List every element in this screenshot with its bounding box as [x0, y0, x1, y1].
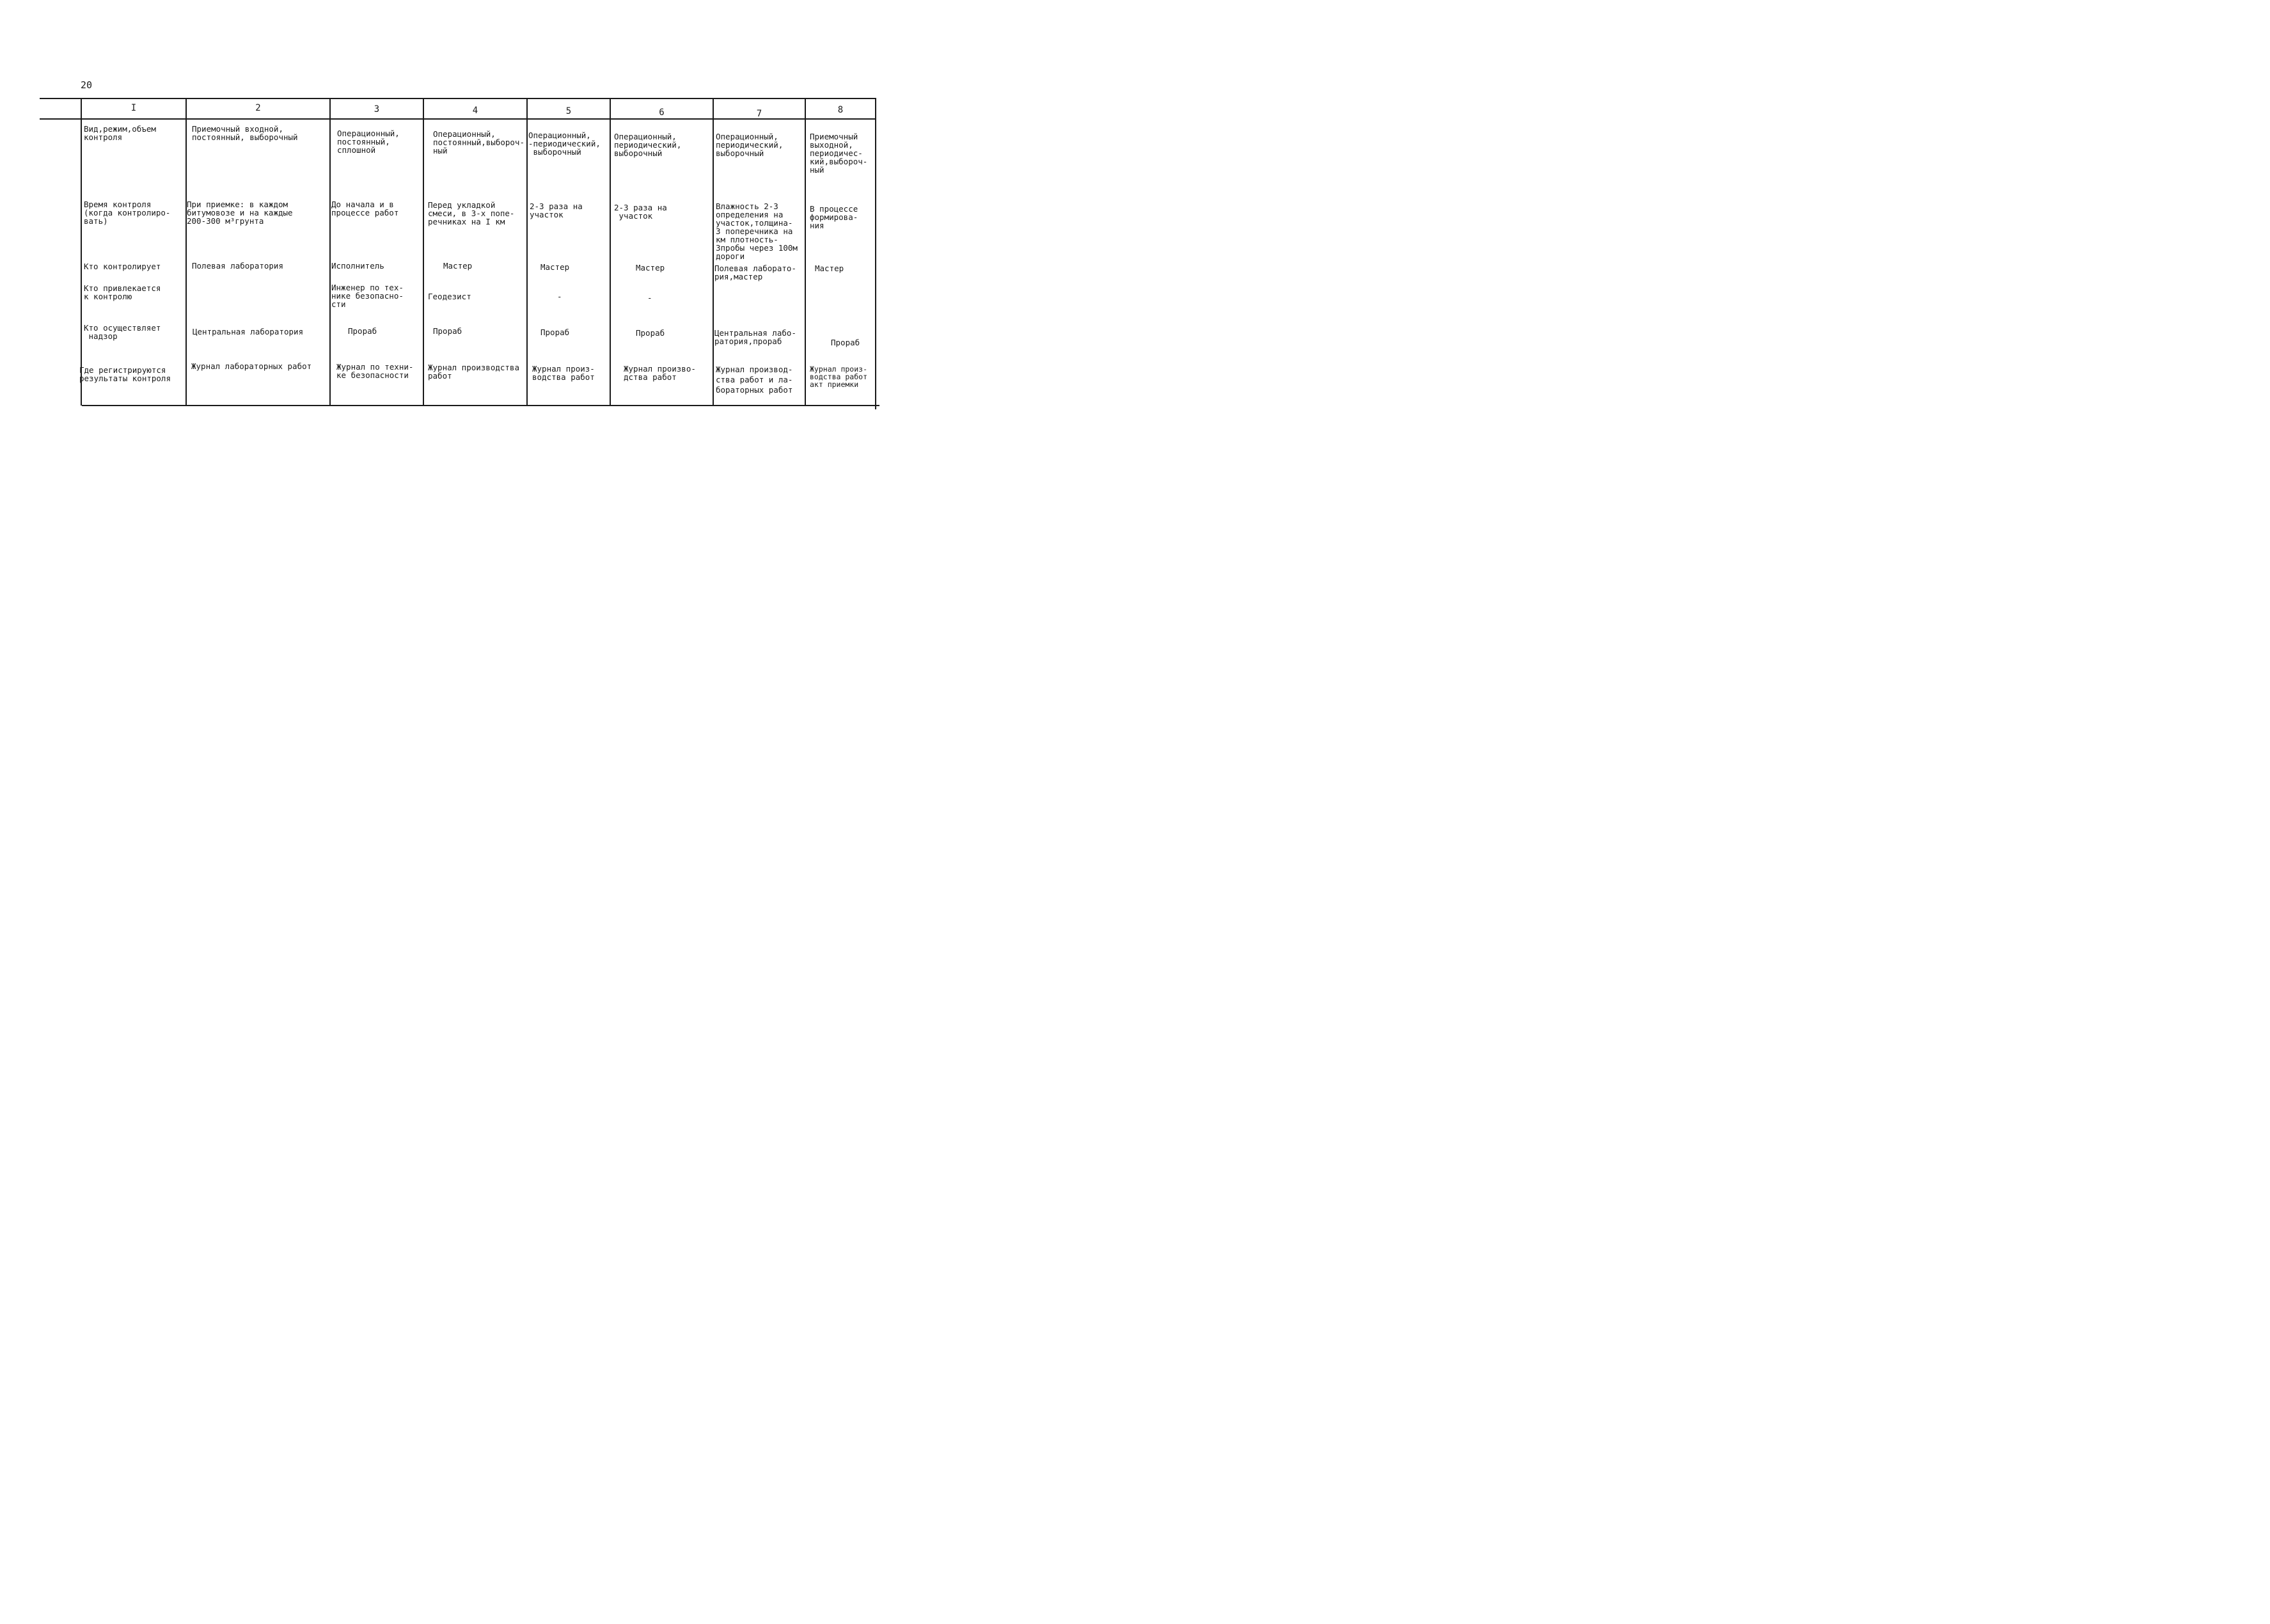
table-cell: Мастер [815, 264, 844, 273]
table-rule-bottom [82, 405, 879, 406]
document-page [0, 0, 991, 709]
table-cell: Журнал производства работ [428, 363, 519, 381]
table-cell: Приемочный выходной, периодичес- кий,выбороч- ный [810, 132, 868, 175]
table-cell: Журнал произво- дства работ [624, 364, 696, 382]
header-cell: 8 [837, 105, 844, 115]
table-cell: Прораб [831, 338, 860, 347]
table-cell: Операционный, -периодический, выборочный [528, 130, 601, 157]
table-cell: Мастер [443, 261, 473, 271]
table-cell: Время контроля (когда контролиро- вать) [84, 200, 171, 226]
table-cell: Журнал по техни- ке безопасности [336, 362, 414, 380]
table-cell: - [557, 292, 562, 301]
header-cell: 4 [472, 106, 478, 116]
table-cell: Мастер [540, 262, 570, 272]
table-cell: Центральная лаборатория [193, 327, 304, 336]
table-vline [610, 98, 611, 406]
table-cell: Прораб [348, 326, 377, 336]
header-cell: I [130, 103, 137, 113]
table-cell: Прораб [636, 328, 665, 338]
table-cell: Центральная лабо- ратория,прораб [714, 328, 796, 346]
header-cell: 7 [756, 109, 762, 119]
table-cell: Приемочный входной, постоянный, выборочный [192, 124, 298, 142]
table-cell: Исполнитель [331, 261, 384, 271]
table-cell: Полевая лаборато- рия,мастер [714, 264, 796, 281]
table-rule-top [40, 98, 876, 99]
table-cell: Операционный, периодический, выборочный [716, 132, 784, 158]
table-cell: Операционный, постоянный,выбороч- ный [433, 129, 524, 155]
table-cell: Журнал лабораторных работ [191, 361, 312, 371]
table-vline [423, 98, 424, 406]
header-cell: 5 [565, 106, 572, 116]
table-cell: Полевая лаборатория [192, 261, 283, 271]
page-number: 20 [81, 79, 93, 91]
header-cell: 2 [255, 103, 261, 113]
table-cell: Журнал произ- водства работ [532, 364, 595, 382]
table-cell: Операционный, постоянный, сплошной [337, 129, 400, 155]
table-cell: Перед укладкой смеси, в 3-х попе- речниках на I км [428, 200, 515, 226]
table-vline [526, 98, 528, 406]
table-cell: Кто осуществляет надзор [84, 323, 161, 341]
table-cell: Геодезист [428, 292, 471, 301]
table-vline [329, 98, 331, 406]
table-cell: - [647, 293, 652, 303]
table-cell: До начала и в процессе работ [331, 200, 399, 217]
table-cell: Влажность 2-3 определения на участок,толщина- 3 поперечника на км плотность- 3пробы через 100м дороги [716, 201, 798, 261]
table-cell: Журнал произ- водства работ акт приемки [810, 365, 868, 389]
header-cell: 6 [659, 107, 665, 118]
header-cell: 3 [374, 104, 380, 114]
table-cell: Инженер по тех- нике безопасно- сти [331, 283, 404, 309]
table-cell: Кто привлекается к контролю [84, 283, 161, 301]
table-cell: Операционный, периодический, выборочный [614, 132, 682, 158]
table-cell: Где регистрируются результаты контроля [79, 365, 171, 383]
table-cell: При приемке: в каждом битумовозе и на каждые 200-300 м³грунта [187, 200, 293, 226]
table-cell: 2-3 раза на участок [530, 201, 583, 219]
table-cell: Журнал производ- ства работ и ла- бораторных работ [716, 365, 793, 395]
table-cell: 2-3 раза на участок [614, 203, 667, 221]
table-cell: Кто контролирует [84, 262, 161, 271]
table-vline [875, 98, 876, 409]
table-cell: Мастер [636, 263, 665, 272]
table-cell: Вид,режим,объем контроля [84, 124, 156, 142]
table-cell: Прораб [433, 326, 462, 336]
table-vline [81, 98, 82, 406]
table-cell: В процессе формирова- ния [810, 204, 858, 230]
table-vline [185, 98, 187, 406]
table-vline [713, 98, 714, 406]
table-vline [805, 98, 806, 406]
table-cell: Прораб [540, 327, 570, 337]
